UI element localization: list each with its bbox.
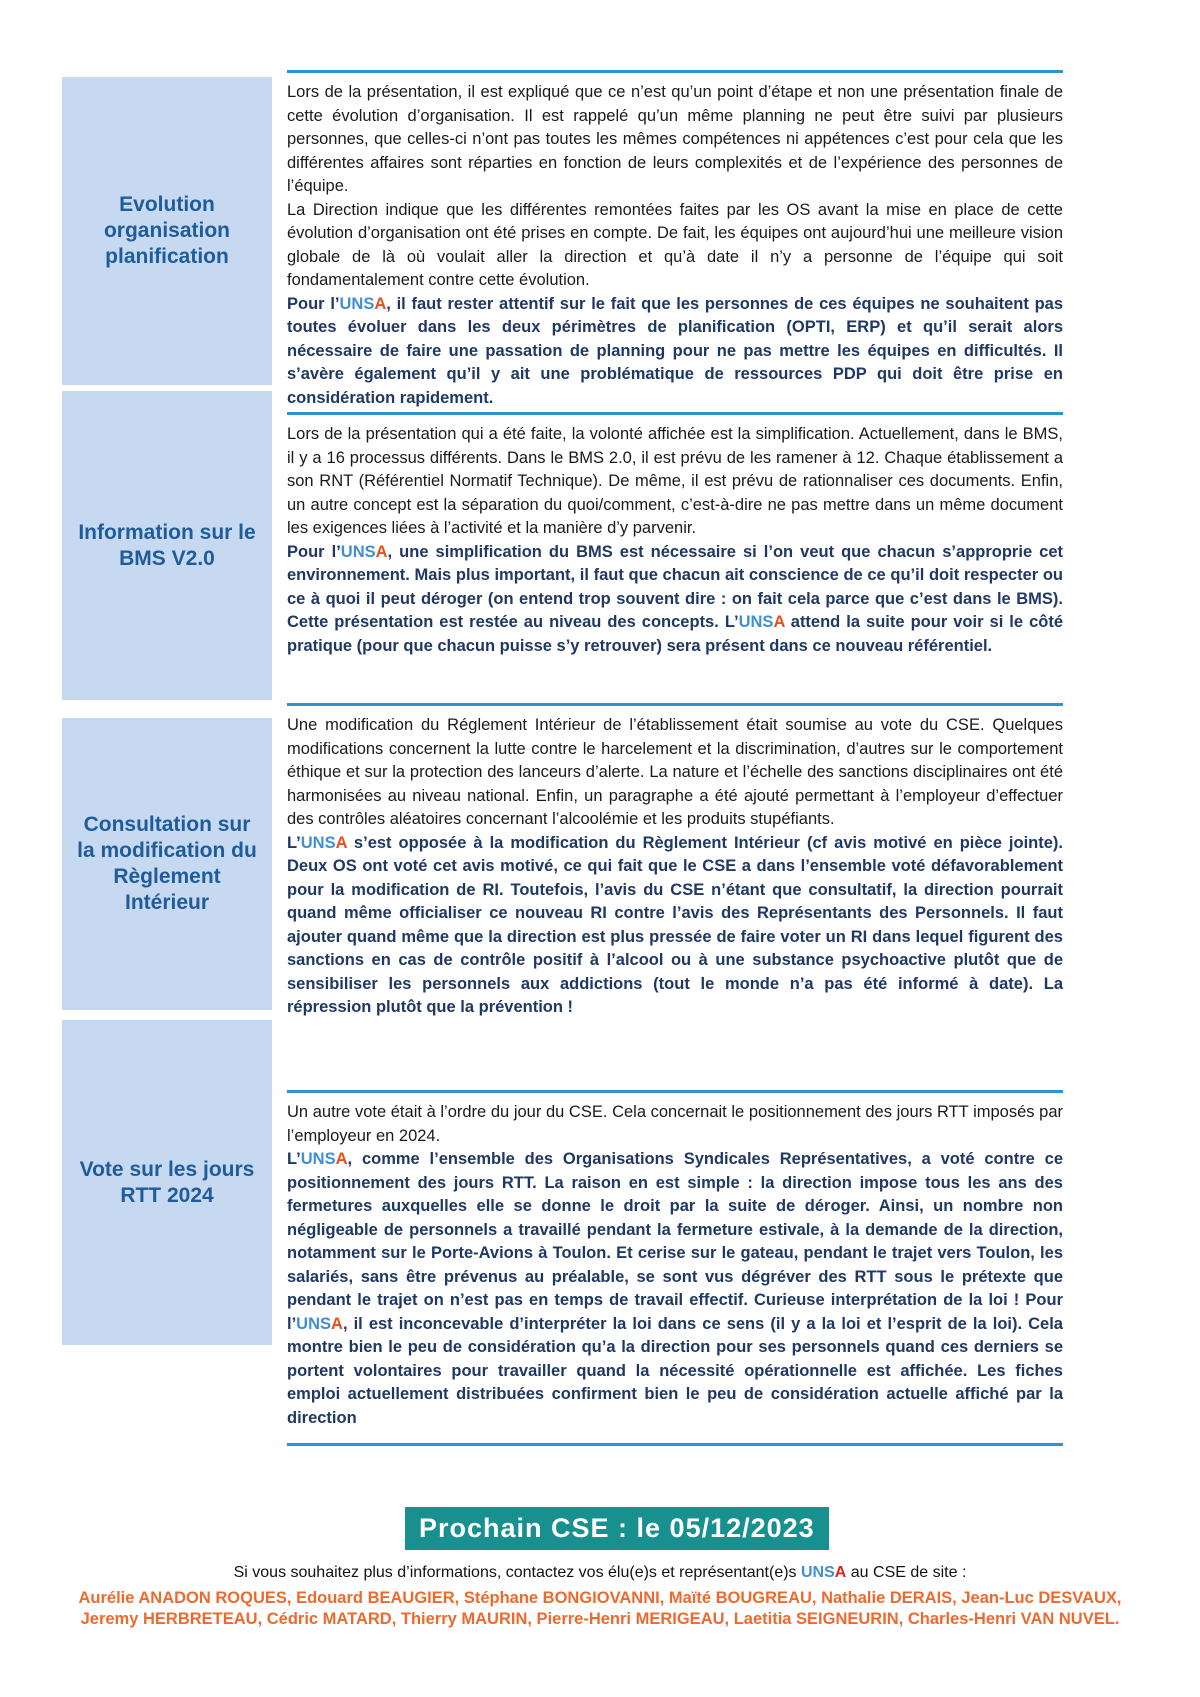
section-label-text: Consultation sur la modification du Règlement Intérieur (77, 813, 257, 914)
body-paragraph: Un autre vote était à l’ordre du jour du CSE. Cela concernait le positionnement des jours RTT imposés par l’employeur en 2024. (287, 1103, 1063, 1145)
unsa-logo-text (296, 1315, 343, 1333)
unsa-logo-text (801, 1564, 846, 1581)
body-paragraph: Une modification du Réglement Intérieur de l’établissement était soumise au vote du CSE. Quelques modifications concernent la lutte contre le harcelement et la discrimination, d’autres sur le comportement éthique et sur la protection des lanceurs d’alerte. La nature et l’échelle des sanctions disciplinaires ont été harmonisées au niveau national. Enfin, un paragraphe a été ajouté permettant à l’employeur d’effectuer des contrôles aléatoires concernant l’alcoolémie et les produits stupéfiants. (287, 716, 1063, 828)
unsa-orange-letter: A (374, 294, 387, 313)
unsa-logo-text (739, 613, 785, 631)
unsa-blue-letters: UNS (300, 1150, 336, 1168)
unsa-orange-letter: A (834, 1564, 847, 1581)
section-label-consultation-reglement-interieur (62, 718, 272, 1010)
unsa-blue-letters: UNS (800, 1564, 835, 1581)
next-cse-banner (405, 1507, 829, 1550)
unsa-blue-letters: UNS (296, 1314, 332, 1333)
section-content-information-bms-v2 (287, 415, 1063, 706)
footer-contact-suffix: au CSE de site : (846, 1564, 967, 1581)
section-content-vote-jours-rtt-2024 (287, 1093, 1063, 1446)
section-label-vote-jours-rtt-2024 (62, 1020, 272, 1345)
content-column (287, 70, 1063, 1446)
unsa-blue-letters: UNS (300, 833, 336, 852)
union-position-paragraph: Pour l’UNSA, il faut rester attentif sur le fait que les personnes de ces équipes ne souhaitent pas toutes évoluer dans les deux périmètres de planification (OPTI, ERP) et qu’il serait alors nécessaire de faire une passation de planning pour ne pas mettre les équipes en difficultés. Il s’avère également qu’il y ait une problématique de ressources PDP qui doit être prise en considération rapidement. (287, 294, 1063, 407)
unsa-logo-text (301, 834, 347, 852)
unsa-logo-text (301, 1150, 348, 1168)
body-paragraph: Lors de la présentation, il est expliqué que ce n’est qu’un point d’étape et non une présentation finale de cette évolution d’organisation. Il est rappelé qu’un même planning ne peut être suivi par plusieurs personnes, que celles-ci n’ont pas toutes les mêmes compétences ni appétences c’est pour cela que les différentes affaires sont réparties en fonction de leurs complexités et de l’expérience des personnes de l’équipe. (287, 83, 1063, 195)
union-position-paragraph: Pour l’UNSA, une simplification du BMS est nécessaire si l’on veut que chacun s’approprie cet environnement. Mais plus important, il faut que chacun ait conscience de ce qu’il doit respecter ou ce à quoi il peut déroger (on entend trop souvent dire : on fait cela parce que c’est dans le BMS). Cette présentation est restée au niveau des concepts. L’UNSA attend la suite pour voir si le côté pratique (pour que chacun puisse s’y retrouver) sera présent dans ce nouveau référentiel. (287, 542, 1063, 655)
body-paragraph: Lors de la présentation qui a été faite, la volonté affichée est la simplification. Actuellement, dans le BMS, il y a 16 processus différents. Dans le BMS 2.0, il est prévu de les ramener à 12. Chaque établissement a son RNT (Référentiel Normatif Technique). De même, il est prévu de rationnaliser ces documents. Enfin, un autre concept est la séparation du quoi/comment, c’est-à-dire ne pas mettre dans un même document les exigences liées à l’activité et la manière d’y parvenir. (287, 425, 1063, 537)
unsa-blue-letters: UNS (339, 294, 375, 313)
footer-representative-names: Aurélie ANADON ROQUES, Edouard BEAUGIER, Stéphane BONGIOVANNI, Maïté BOUGREAU, Nathalie DERAIS, Jean-Luc DESVAUX, Jeremy HERBRETEAU, Cédric MATARD, Thierry MAURIN, Pierre-Henri MERIGEAU, Laetitia SEIGNEURIN, Charles-Henri VAN NUVEL. (78, 1589, 1122, 1628)
unsa-blue-letters: UNS (340, 542, 376, 561)
unsa-blue-letters: UNS (738, 613, 774, 631)
body-paragraph: La Direction indique que les différentes remontées faites par les OS avant la mise en place de cette évolution d’organisation ont été prises en compte. De fait, les équipes ont aujourd’hui une meilleure vision globale de là où voulait aller la direction et qu’à date il n’y a personne de l’équipe qui soit fondamentalement contre cette évolution. (287, 200, 1063, 289)
section-label-text: Vote sur les jours RTT 2024 (79, 1157, 255, 1207)
footer-contact-prefix: Si vous souhaitez plus d’informations, contactez vos élu(e)s et représentant(e)s (233, 1564, 801, 1581)
unsa-orange-letter: A (331, 1314, 343, 1333)
section-label-evolution-organisation-planification (62, 77, 272, 385)
union-position-paragraph: L’UNSA s’est opposée à la modification du Règlement Intérieur (cf avis motivé en pièce jointe). Deux OS ont voté cet avis motivé, ce qui fait que le CSE a dans l’ensemble voté défavorablement pour la modification de RI. Toutefois, l’avis du CSE n’étant que consultatif, la direction pourrait quand même officialiser ce nouveau RI contre l’avis des Représentants des Personnels. Il faut ajouter quand même que la direction est plus pressée de faire voter un RI dans lequel figurent des sanctions en cas de contrôle positif à l’alcool ou à une substance psychoactive plutôt que de sensibiliser les personnels aux addictions (tout le monde n’a pas été informé à date). La répression plutôt que la prévention ! (287, 833, 1063, 1016)
section-content-consultation-reglement-interieur (287, 706, 1063, 1093)
footer-contact-line (0, 1564, 1200, 1582)
unsa-logo-text (340, 295, 387, 313)
unsa-orange-letter: A (375, 542, 388, 561)
section-content-evolution-organisation-planification (287, 73, 1063, 415)
section-label-information-bms-v2 (62, 391, 272, 700)
section-label-text: Evolution organisation planification (103, 193, 230, 268)
unsa-logo-text (341, 543, 388, 561)
next-cse-banner-text: Prochain CSE : le 05/12/2023 (419, 1513, 815, 1543)
union-position-paragraph: L’UNSA, comme l’ensemble des Organisations Syndicales Représentatives, a voté contre ce positionnement des jours RTT. La raison en est simple : la direction impose tous les ans des fermetures auxquelles elle se donne le droit par la suite de déroger. Ainsi, un nombre non négligeable de personnels a travaillé pendant la fermeture estivale, à la demande de la direction, notamment sur le Porte-Avions à Toulon. Et cerise sur le gateau, pendant le trajet vers Toulon, les salariés, sans être prévenus au préalable, se sont vus dégréver des RTT sous le prétexte que pendant le trajet on n’est pas en temps de travail effectif. Curieuse interprétation de la loi ! Pour l’UNSA, il est inconcevable d’interpréter la loi dans ce sens (il y a la loi et l’esprit de la loi). Cela montre bien le peu de considération qu’a la direction pour ses personnels quand ces derniers se portent volontaires pour travailler quand la nécessité opérationnelle est affichée. Les fiches emploi actuellement distribuées confirment bien le peu de considération actuelle affiché par la direction (287, 1150, 1063, 1427)
section-label-text: Information sur le BMS V2.0 (78, 520, 256, 570)
unsa-orange-letter: A (773, 613, 785, 631)
unsa-orange-letter: A (335, 833, 347, 852)
unsa-orange-letter: A (335, 1150, 348, 1168)
